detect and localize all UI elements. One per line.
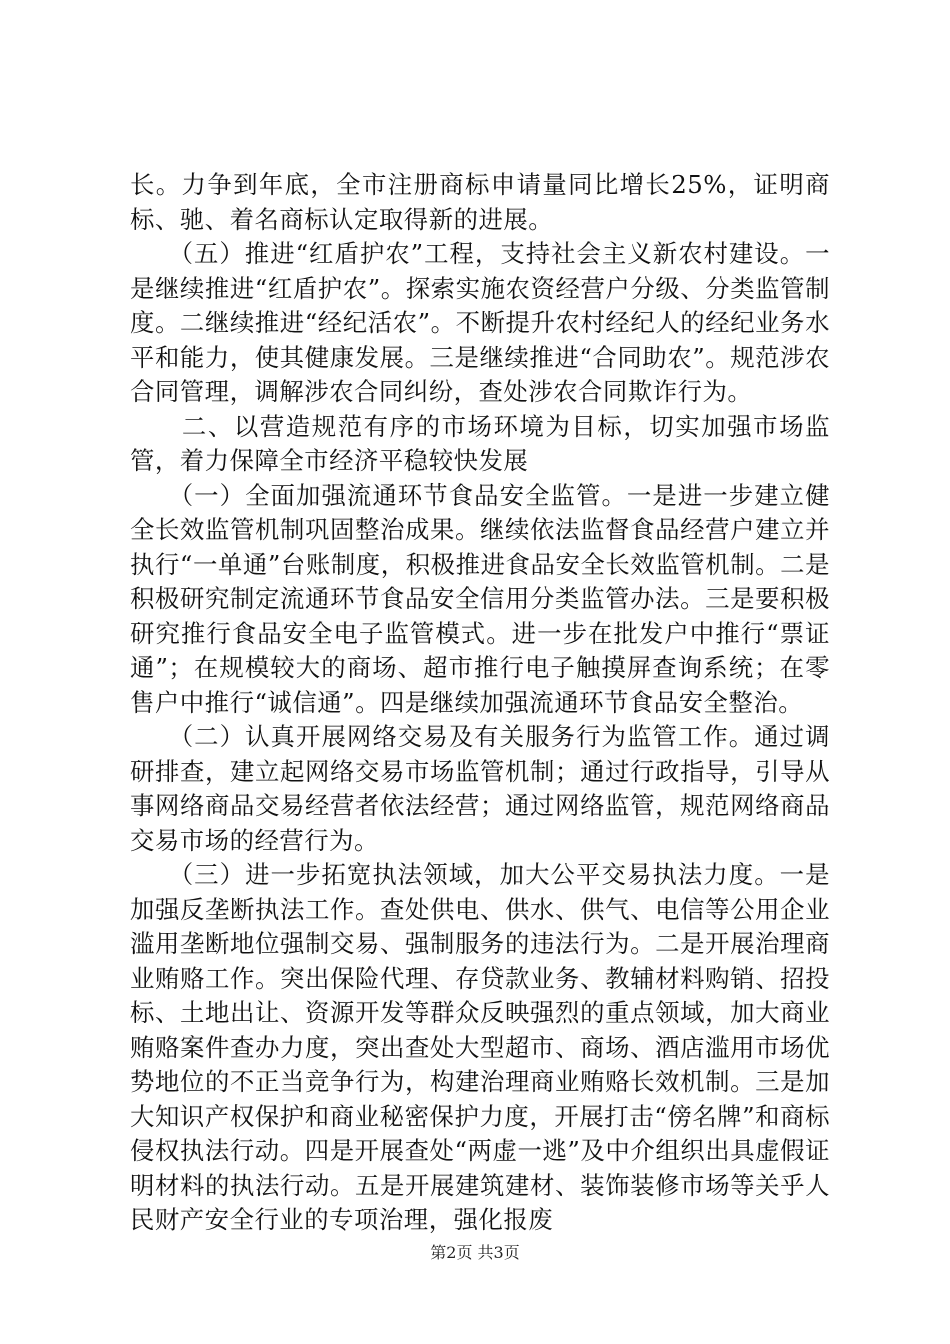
document-body bbox=[130, 168, 830, 1238]
section-heading-market-supervision: 二、以营造规范有序的市场环境为目标，切实加强市场监管，着力保障全市经济平稳较快发展 bbox=[130, 411, 830, 475]
paragraph-trademark-growth: 长。力争到年底，全市注册商标申请量同比增长25%，证明商标、驰、着名商标认定取得新的进展。 bbox=[130, 170, 830, 234]
paragraph-red-shield-agriculture: （五）推进“红盾护农”工程，支持社会主义新农村建设。一是继续推进“红盾护农”。探索实施农资经营户分级、分类监管制度。二继续推进“经纪活农”。不断提升农村经纪人的经纪业务水平和能力，使其健康发展。三是继续推进“合同助农”。规范涉农合同管理，调解涉农合同纠纷，查处涉农合同欺诈行为。 bbox=[130, 239, 830, 406]
paragraph-food-safety: （一）全面加强流通环节食品安全监管。一是进一步建立健全长效监管机制巩固整治成果。继续依法监督食品经营户建立并执行“一单通”台账制度，积极推进食品安全长效监管机制。二是积极研究制定流通环节食品安全信用分类监管办法。三是要积极研究推行食品安全电子监管模式。进一步在批发户中推行“票证通”；在规模较大的商场、超市推行电子触摸屏查询系统；在零售户中推行“诚信通”。四是继续加强流通环节食品安全整治。 bbox=[130, 480, 830, 717]
paragraph-fair-trade-enforcement: （三）进一步拓宽执法领域，加大公平交易执法力度。一是加强反垄断执法工作。查处供电、供水、供气、电信等公用企业滥用垄断地位强制交易、强制服务的违法行为。二是开展治理商业贿赂工作。突出保险代理、存贷款业务、教辅材料购销、招投标、土地出让、资源开发等群众反映强烈的重点领域，加大商业贿赂案件查办力度，突出查处大型超市、商场、酒店滥用市场优势地位的不正当竞争行为，构建治理商业贿赂长效机制。三是加大知识产权保护和商业秘密保护力度，开展打击“傍名牌”和商标侵权执法行动。四是开展查处“两虚一逃”及中介组织出具虚假证明材料的执法行动。五是开展建筑建材、装饰装修市场等关乎人民财产安全行业的专项治理，强化报废 bbox=[130, 860, 830, 1234]
page-number-footer: 第2页 共3页 bbox=[430, 1243, 520, 1262]
paragraph-online-trading: （二）认真开展网络交易及有关服务行为监管工作。通过调研排查，建立起网络交易市场监管机制；通过行政指导，引导从事网络商品交易经营者依法经营；通过网络监管，规范网络商品交易市场的经营行为。 bbox=[130, 722, 830, 855]
